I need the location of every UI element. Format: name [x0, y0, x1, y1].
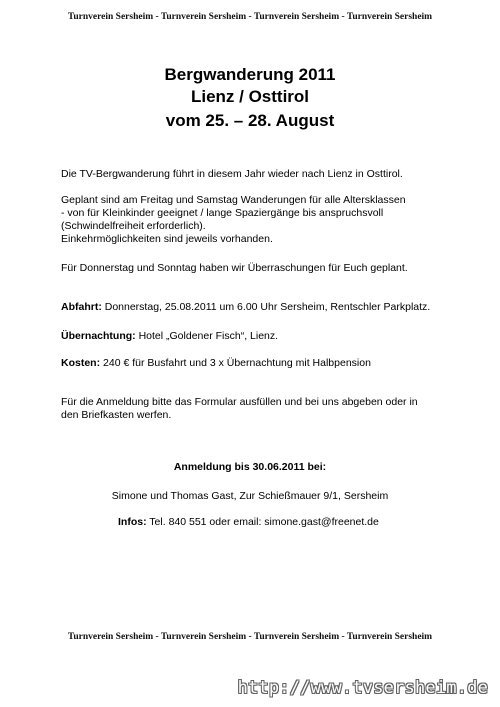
plan-line-4: Einkehrmöglichkeiten sind jeweils vorhanden. — [61, 233, 273, 245]
plan-line-2: - von für Kleinkinder geeignet / lange Spaziergänge bis anspruchsvoll — [61, 207, 384, 219]
accommodation-line — [61, 330, 481, 343]
registration-info-line-1: Für die Anmeldung bitte das Formular ausfüllen und bei uns abgeben oder in — [61, 396, 418, 408]
infos-value: Tel. 840 551 oder email: simone.gast@freenet.de — [146, 516, 379, 528]
intro-paragraph — [61, 168, 481, 181]
registration-info-paragraph — [61, 396, 481, 422]
costs-value: 240 € für Busfahrt und 3 x Übernachtung mit Halbpension — [100, 357, 371, 369]
costs-label: Kosten: — [61, 357, 101, 369]
infos-line — [118, 516, 500, 529]
departure-line — [61, 301, 481, 314]
departure-value: Donnerstag, 25.08.2011 um 6.00 Uhr Sersheim, Rentschler Parkplatz. — [101, 301, 431, 313]
footer-banner: Turnverein Sersheim - Turnverein Sersheim - Turnverein Sersheim - Turnverein Sersheim — [67, 632, 433, 642]
plan-line-1: Geplant sind am Freitag und Samstag Wanderungen für alle Altersklassen — [61, 194, 406, 206]
costs-line — [61, 357, 481, 370]
registration-deadline: Anmeldung bis 30.06.2011 bei: — [173, 461, 327, 473]
watermark-url: http://www.tvsersheim.de — [237, 678, 488, 698]
departure-label: Abfahrt: — [61, 301, 102, 313]
infos-label: Infos: — [118, 516, 147, 528]
header-banner: Turnverein Sersheim - Turnverein Sersheim - Turnverein Sersheim - Turnverein Sersheim — [67, 12, 433, 22]
date-title: vom 25. – 28. August — [165, 111, 335, 130]
intro-text: Die TV-Bergwanderung führt in diesem Jahr wieder nach Lienz in Osttirol. — [61, 168, 403, 180]
plan-line-3: (Schwindelfreiheit erforderlich). — [61, 220, 206, 232]
location-title: Lienz / Osttirol — [190, 87, 310, 106]
contact-address: Simone und Thomas Gast, Zur Schießmauer 9/1, Sersheim — [111, 490, 389, 502]
accommodation-label: Übernachtung: — [61, 330, 136, 342]
surprise-paragraph — [61, 262, 481, 275]
registration-info-line-2: den Briefkasten werfen. — [61, 409, 172, 421]
surprise-text: Für Donnerstag und Sonntag haben wir Überraschungen für Euch geplant. — [61, 262, 408, 274]
accommodation-value: Hotel „Goldener Fisch“, Lienz. — [135, 330, 279, 342]
page-title: Bergwanderung 2011 — [164, 65, 336, 84]
plan-paragraph — [61, 194, 481, 246]
